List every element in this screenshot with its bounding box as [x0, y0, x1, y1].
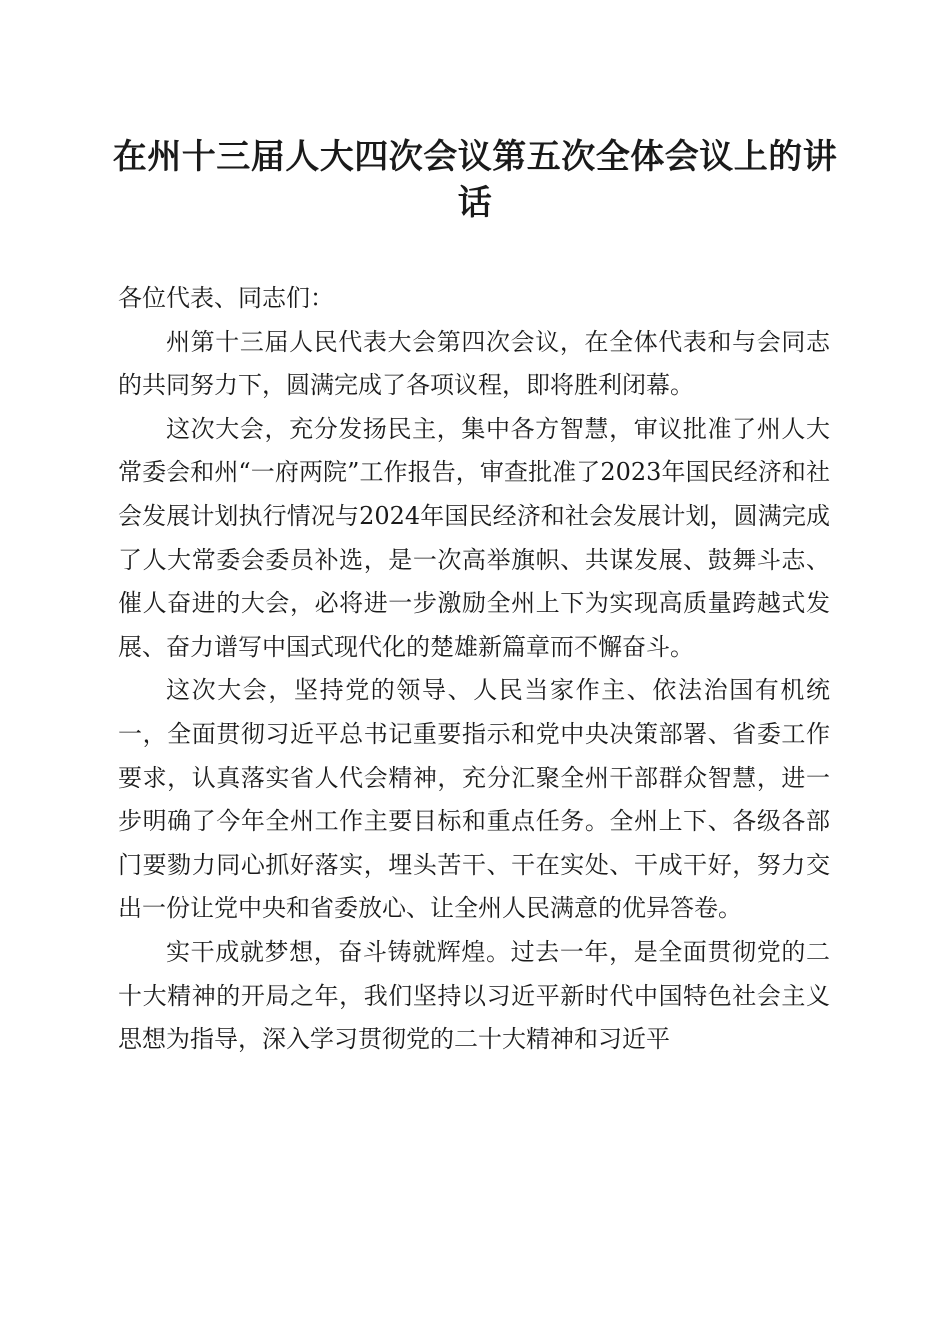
paragraph-2: 这次大会，充分发扬民主，集中各方智慧，审议批准了州人大常委会和州“一府两院”工作报告，审查批准了2023年国民经济和社会发展计划执行情况与2024年国民经济和社会发展计划，圆满完成了人大常委会委员补选，是一次高举旗帜、共谋发展、鼓舞斗志、催人奋进的大会，必将进一步激励全州上下为实现高质量跨越式发展、奋力谱写中国式现代化的楚雄新篇章而不懈奋斗。 [118, 414, 830, 661]
document-title: 在州十三届人大四次会议第五次全体会议上的讲话 [112, 137, 838, 223]
paragraph-1: 州第十三届人民代表大会第四次会议，在全体代表和与会同志的共同努力下，圆满完成了各项议程，即将胜利闭幕。 [118, 327, 830, 400]
paragraph-4: 实干成就梦想，奋斗铸就辉煌。过去一年，是全面贯彻党的二十大精神的开局之年，我们坚持以习近平新时代中国特色社会主义思想为指导，深入学习贯彻党的二十大精神和习近平 [118, 937, 830, 1054]
paragraph-3: 这次大会，坚持党的领导、人民当家作主、依法治国有机统一，全面贯彻习近平总书记重要指示和党中央决策部署、省委工作要求，认真落实省人代会精神，充分汇聚全州干部群众智慧，进一步明确了今年全州工作主要目标和重点任务。全州上下、各级各部门要勠力同心抓好落实，埋头苦干、干在实处、干成干好，努力交出一份让党中央和省委放心、让全州人民满意的优异答卷。 [118, 676, 830, 923]
salutation: 各位代表、同志们： [118, 284, 334, 312]
document-body [118, 277, 830, 1062]
